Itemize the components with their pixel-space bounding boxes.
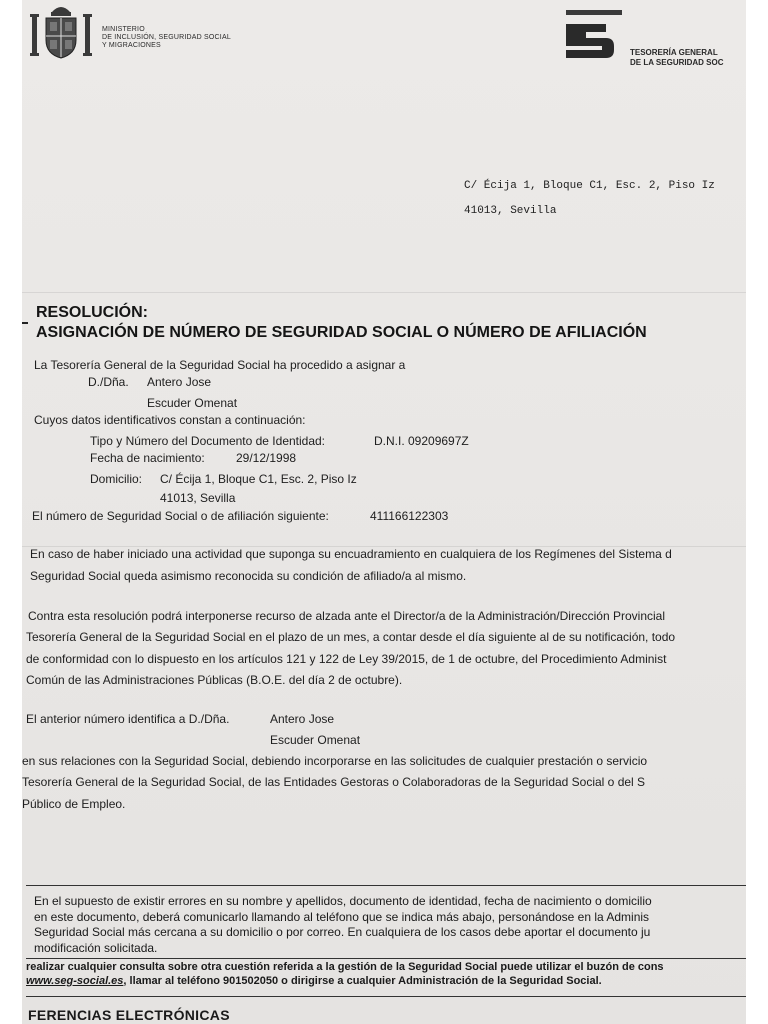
- ministry-name: [102, 26, 231, 50]
- identifies-surnames: Escuder Omenat: [270, 733, 361, 747]
- recipient-address: [464, 174, 715, 224]
- paragraph-line: Tesorería General de la Seguridad Social, de las Entidades Gestoras o Colaboradoras de la Seguridad Social o del S: [22, 775, 646, 789]
- seg-social-link[interactable]: www.seg-social.es: [26, 975, 124, 987]
- identifies-text: El anterior número identifica a D./Dña.: [26, 712, 230, 726]
- paragraph-line: en sus relaciones con la Seguridad Social, debiendo incorporarse en las solicitudes de cualquier prestación o servicio: [22, 754, 648, 768]
- resolution-heading: [36, 303, 647, 343]
- page-margin-left: [0, 0, 22, 1024]
- domicile-line: C/ Écija 1, Bloque C1, Esc. 2, Piso Iz: [160, 472, 357, 486]
- paragraph-line: Público de Empleo.: [22, 797, 126, 811]
- consult-line-rest: , llamar al teléfono 901502050 o dirigirse a cualquier Administración de la Seguridad Social.: [123, 975, 602, 987]
- paragraph-line: Tesorería General de la Seguridad Social en el plazo de un mes, a contar desde el día siguiente al de su notificación, todo: [26, 630, 676, 644]
- ministry-line: Y MIGRACIONES: [102, 42, 161, 49]
- ss-number-value: 411166122303: [370, 509, 449, 523]
- error-notice-box: [26, 885, 746, 959]
- coat-of-arms-logo: [30, 2, 92, 60]
- domicile-label: Domicilio:: [90, 472, 143, 486]
- paragraph-line: de conformidad con lo dispuesto en los artículos 121 y 122 de Ley 39/2015, de 1 de octubre, del Procedimiento Administ: [26, 652, 667, 666]
- margin-mark: [22, 322, 28, 324]
- ss-number-label: El número de Seguridad Social o de afiliación siguiente:: [32, 509, 329, 523]
- consult-line-2: [26, 974, 664, 988]
- document-page: [22, 0, 746, 1024]
- data-intro-text: Cuyos datos identificativos constan a continuación:: [34, 413, 306, 427]
- tgss-name: [630, 48, 724, 68]
- surnames: Escuder Omenat: [147, 396, 238, 410]
- notice-line: Seguridad Social más cercana a su domicilio o por correo. En cualquiera de los casos debe aportar el documento ju: [34, 925, 651, 939]
- paragraph-line: En caso de haber iniciado una actividad que suponga su encuadramiento en cualquiera de los Regímenes del Sistema d: [30, 547, 672, 561]
- ministry-line: DE INCLUSIÓN, SEGURIDAD SOCIAL: [102, 34, 231, 41]
- tgss-logo: [562, 10, 622, 62]
- ministry-header: [30, 2, 231, 60]
- section-divider: [26, 996, 746, 997]
- id-label: Tipo y Número del Documento de Identidad:: [90, 434, 326, 448]
- notice-line: modificación solicitada.: [34, 941, 158, 955]
- first-name: Antero Jose: [147, 375, 212, 389]
- birth-label: Fecha de nacimiento:: [90, 451, 205, 465]
- tgss-line: TESORERÍA GENERAL: [630, 48, 718, 57]
- resolution-title: RESOLUCIÓN:: [36, 304, 148, 321]
- footer-section-title: FERENCIAS ELECTRÓNICAS: [28, 1007, 230, 1023]
- identifies-first-name: Antero Jose: [270, 712, 335, 726]
- consult-info: [26, 960, 664, 988]
- birth-value: 29/12/1998: [236, 451, 297, 465]
- paragraph-line: Común de las Administraciones Públicas (B.O.E. del día 2 de octubre).: [26, 673, 403, 687]
- intro-text: La Tesorería General de la Seguridad Social ha procedido a asignar a: [34, 358, 406, 372]
- id-value: D.N.I. 09209697Z: [374, 434, 469, 448]
- notice-line: En el supuesto de existir errores en su nombre y apellidos, documento de identidad, fecha de nacimiento o domicilio: [34, 894, 652, 908]
- page-margin-right: [746, 0, 768, 1024]
- address-line: C/ Écija 1, Bloque C1, Esc. 2, Piso Iz: [464, 180, 715, 192]
- tgss-line: DE LA SEGURIDAD SOC: [630, 58, 724, 67]
- consult-line: realizar cualquier consulta sobre otra cuestión referida a la gestión de la Seguridad Social puede utilizar el buzón de cons: [26, 961, 664, 973]
- paper-fold: [22, 292, 746, 293]
- address-line: 41013, Sevilla: [464, 205, 557, 217]
- paragraph-line: Contra esta resolución podrá interponerse recurso de alzada ante el Director/a de la Administración/Dirección Provincial: [28, 609, 665, 623]
- name-label: D./Dña.: [88, 375, 129, 389]
- ministry-line: MINISTERIO: [102, 26, 145, 33]
- tgss-header: [562, 10, 724, 67]
- resolution-subtitle: ASIGNACIÓN DE NÚMERO DE SEGURIDAD SOCIAL O NÚMERO DE AFILIACIÓN: [36, 324, 647, 341]
- notice-line: en este documento, deberá comunicarlo llamando al teléfono que se indica más abajo, personándose en la Adminis: [34, 910, 650, 924]
- paragraph-line: Seguridad Social queda asimismo reconocida su condición de afiliado/a al mismo.: [30, 569, 467, 583]
- domicile-line: 41013, Sevilla: [160, 491, 236, 505]
